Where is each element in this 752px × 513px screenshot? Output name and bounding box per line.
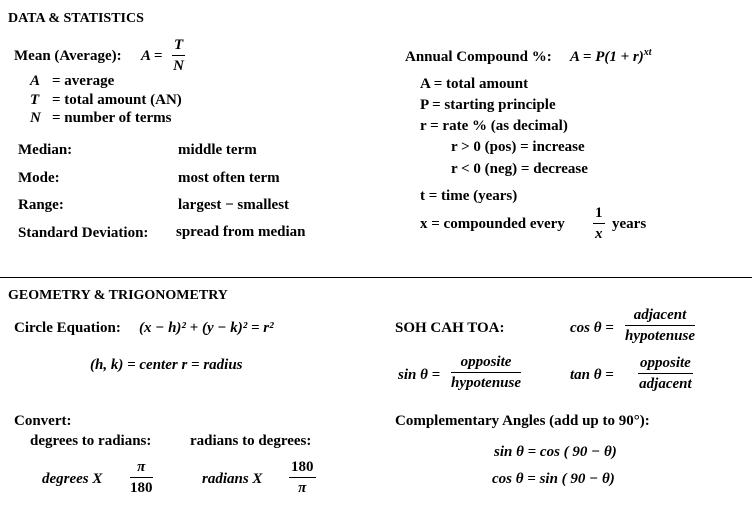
- soh-label: SOH CAH TOA:: [395, 320, 505, 336]
- range-label: Range:: [18, 197, 64, 213]
- complementary-label: Complementary Angles (add up to 90°):: [395, 413, 650, 429]
- stddev-label: Standard Deviation:: [18, 225, 149, 241]
- sin-num: opposite: [451, 355, 521, 373]
- section-divider: [0, 277, 752, 278]
- deg-den: 180: [130, 480, 153, 496]
- median-value: middle term: [178, 142, 257, 158]
- mean-lhs: A =: [141, 48, 163, 64]
- compound-x-den: x: [595, 226, 603, 242]
- mean-numerator: T: [172, 38, 185, 56]
- mean-def-text-n: = number of terms: [52, 110, 172, 126]
- sin-den: hypotenuse: [451, 375, 522, 391]
- rad-num: 180: [289, 460, 316, 478]
- cos-num: adjacent: [625, 308, 695, 326]
- circle-label: Circle Equation:: [14, 320, 121, 336]
- compound-line-r-neg: r < 0 (neg) = decrease: [451, 161, 588, 177]
- stddev-value: spread from median: [176, 224, 306, 240]
- convert-label: Convert:: [14, 413, 72, 429]
- mode-label: Mode:: [18, 170, 60, 186]
- mean-fraction: [172, 38, 185, 74]
- cos-lhs: cos θ =: [570, 320, 614, 336]
- geometry-title: GEOMETRY & TRIGONOMETRY: [8, 288, 228, 303]
- rad-fraction: [289, 460, 316, 496]
- deg-num: π: [130, 460, 153, 478]
- tan-lhs: tan θ =: [570, 367, 614, 383]
- cos-den: hypotenuse: [625, 328, 696, 344]
- compound-x-num: 1: [593, 206, 605, 224]
- mean-def-sym-n: N: [30, 110, 41, 126]
- complementary-cos: cos θ = sin ( 90 − θ): [492, 471, 615, 487]
- tan-num: opposite: [638, 356, 693, 374]
- compound-line-r-pos: r > 0 (pos) = increase: [451, 139, 585, 155]
- compound-label: Annual Compound %:: [405, 49, 552, 65]
- sin-lhs: sin θ =: [398, 367, 441, 383]
- rad-to-deg-label: radians to degrees:: [190, 433, 312, 449]
- mean-label: Mean (Average):: [14, 48, 122, 64]
- range-value: largest − smallest: [178, 197, 290, 213]
- mean-denominator: N: [173, 58, 184, 74]
- mode-value: most often term: [178, 170, 280, 186]
- deg-fraction: [130, 460, 153, 496]
- circle-equation: (x − h)² + (y − k)² = r²: [139, 320, 274, 336]
- mean-def-text-a: = average: [52, 73, 115, 89]
- tan-fraction: [638, 356, 693, 392]
- rad-den: π: [298, 480, 307, 496]
- rad-expr: radians X: [202, 471, 263, 487]
- complementary-sin: sin θ = cos ( 90 − θ): [494, 444, 617, 460]
- compound-x-fraction: [593, 206, 605, 242]
- mean-def-text-t: = total amount (AN): [52, 92, 182, 108]
- sin-fraction: [451, 355, 521, 391]
- tan-den: adjacent: [639, 376, 692, 392]
- compound-line-a: A = total amount: [420, 76, 529, 92]
- median-label: Median:: [18, 142, 73, 158]
- compound-x-prefix: x = compounded every: [420, 216, 565, 232]
- compound-line-p: P = starting principle: [420, 97, 556, 113]
- compound-exponent: xt: [643, 47, 652, 58]
- compound-x-suffix: years: [612, 216, 647, 232]
- compound-formula-base: A = P(1 + r): [570, 49, 644, 65]
- compound-line-r: r = rate % (as decimal): [420, 118, 568, 134]
- circle-center-text: (h, k) = center r = radius: [90, 357, 243, 373]
- deg-to-rad-label: degrees to radians:: [30, 433, 152, 449]
- compound-line-t: t = time (years): [420, 188, 518, 204]
- mean-def-sym-a: A: [30, 73, 41, 89]
- mean-def-sym-t: T: [30, 92, 40, 108]
- data-stats-title: DATA & STATISTICS: [8, 11, 144, 26]
- compound-formula: [570, 47, 652, 65]
- cos-fraction: [625, 308, 695, 344]
- deg-expr: degrees X: [42, 471, 103, 487]
